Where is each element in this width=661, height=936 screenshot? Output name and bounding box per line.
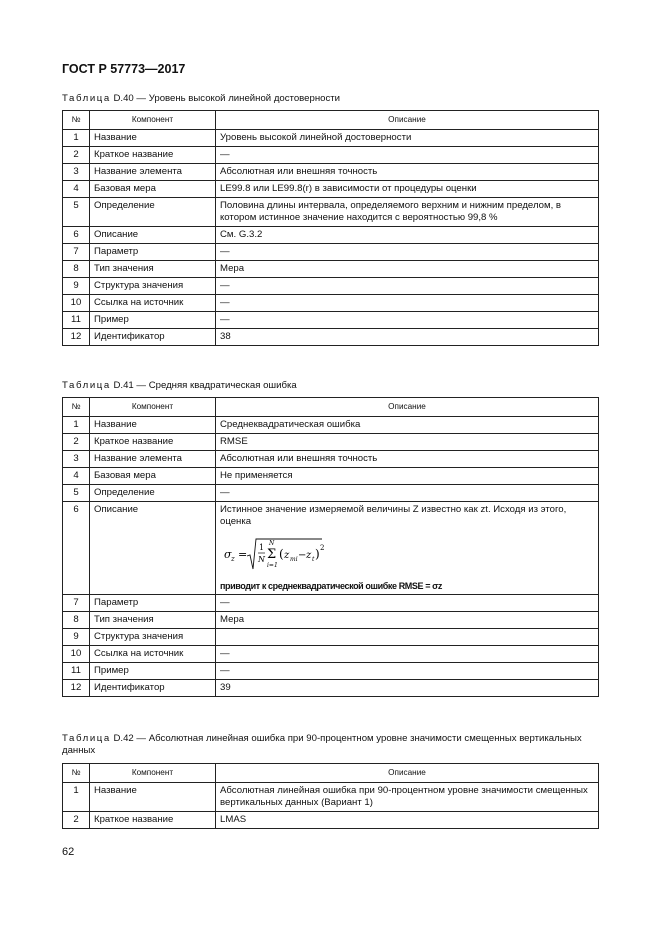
row-component: Описание	[90, 502, 216, 595]
row-number: 1	[63, 783, 90, 812]
svg-text:1: 1	[259, 543, 265, 552]
row-number: 3	[63, 451, 90, 468]
table-row	[63, 595, 599, 612]
row-description: —	[216, 147, 599, 164]
table-row	[63, 181, 599, 198]
row-description: Среднеквадратическая ошибка	[216, 417, 599, 434]
row-number: 8	[63, 612, 90, 629]
svg-text:mi: mi	[290, 556, 298, 563]
row-component: Параметр	[90, 595, 216, 612]
svg-text:z: z	[284, 550, 290, 561]
header-num: №	[63, 398, 90, 417]
table-row	[63, 680, 599, 697]
caption-text: D.40 — Уровень высокой линейной достоверности	[113, 93, 341, 104]
table-body	[63, 595, 599, 697]
table-header-row	[63, 398, 599, 417]
row-description: RMSE	[216, 434, 599, 451]
svg-text:−: −	[298, 550, 307, 561]
table-row	[63, 312, 599, 329]
row-number: 9	[63, 278, 90, 295]
description-text: Истинное значение измеряемой величины Z известно как zt. Исходя из этого, оценка	[220, 504, 567, 527]
row-number: 5	[63, 485, 90, 502]
table-caption-d41	[62, 380, 602, 392]
table-row	[63, 783, 599, 812]
row-component: Пример	[90, 312, 216, 329]
row-number: 4	[63, 181, 90, 198]
row-number: 4	[63, 468, 90, 485]
row-component: Название элемента	[90, 164, 216, 181]
table-row	[63, 812, 599, 829]
row-description: 39	[216, 680, 599, 697]
row-number: 11	[63, 663, 90, 680]
table-row	[63, 244, 599, 261]
row-number: 11	[63, 312, 90, 329]
row-component: Название	[90, 783, 216, 812]
header-component: Компонент	[90, 764, 216, 783]
row-component: Базовая мера	[90, 181, 216, 198]
row-description: LE99.8 или LE99.8(r) в зависимости от процедуры оценки	[216, 181, 599, 198]
row-description: —	[216, 646, 599, 663]
table-caption-d40	[62, 93, 602, 105]
table-row	[63, 485, 599, 502]
svg-text:2: 2	[320, 544, 325, 552]
row-number: 5	[63, 198, 90, 227]
row-description: Половина длины интервала, определяемого верхним и нижним пределом, в котором истинное значение находится с вероятностью 99,8 %	[216, 198, 599, 227]
row-component: Идентификатор	[90, 329, 216, 346]
table-row	[63, 261, 599, 278]
table-row	[63, 130, 599, 147]
row-component: Описание	[90, 227, 216, 244]
table-body-row6	[63, 502, 599, 595]
table-caption-d42	[62, 733, 602, 757]
table-row	[63, 417, 599, 434]
svg-text:i=1: i=1	[267, 562, 278, 569]
table-row	[63, 646, 599, 663]
row-component: Краткое название	[90, 434, 216, 451]
row-component: Ссылка на источник	[90, 295, 216, 312]
table-row	[63, 278, 599, 295]
row-description: См. G.3.2	[216, 227, 599, 244]
row-component: Тип значения	[90, 261, 216, 278]
row-number: 6	[63, 227, 90, 244]
header-description: Описание	[216, 111, 599, 130]
row-number: 9	[63, 629, 90, 646]
table-row	[63, 468, 599, 485]
row-description: —	[216, 278, 599, 295]
svg-text:σ: σ	[224, 548, 232, 561]
caption-text: D.41 — Средняя квадратическая ошибка	[113, 380, 297, 391]
row-component: Базовая мера	[90, 468, 216, 485]
row-component: Краткое название	[90, 812, 216, 829]
row-description: Не применяется	[216, 468, 599, 485]
table-row	[63, 295, 599, 312]
row-description: Уровень высокой линейной достоверности	[216, 130, 599, 147]
table-body	[63, 417, 599, 502]
caption-label: Таблица	[62, 93, 111, 104]
row-number: 7	[63, 244, 90, 261]
row-component: Идентификатор	[90, 680, 216, 697]
svg-text:N: N	[258, 555, 265, 564]
table-header-row	[63, 111, 599, 130]
row-number: 8	[63, 261, 90, 278]
svg-text:z: z	[306, 550, 312, 561]
table-d40	[62, 110, 599, 346]
caption-text: D.42 — Абсолютная линейная ошибка при 90-процентном уровне значимости смещенных вертикальных данных	[62, 733, 582, 756]
table-row	[63, 451, 599, 468]
row-description: Абсолютная линейная ошибка при 90-процентном уровне значимости смещенных вертикальных данных (Вариант 1)	[216, 783, 599, 812]
header-component: Компонент	[90, 398, 216, 417]
row-number: 3	[63, 164, 90, 181]
table-row	[63, 502, 599, 595]
row-number: 2	[63, 812, 90, 829]
svg-text:=: =	[238, 548, 248, 561]
table-row	[63, 147, 599, 164]
svg-text:t: t	[312, 556, 315, 563]
row-description: Абсолютная или внешняя точность	[216, 451, 599, 468]
row-description: 38	[216, 329, 599, 346]
row-number: 12	[63, 680, 90, 697]
svg-text:): )	[315, 547, 320, 561]
svg-text:(: (	[279, 547, 284, 561]
table-header-row	[63, 764, 599, 783]
row-number: 2	[63, 434, 90, 451]
row-description: Мера	[216, 612, 599, 629]
header-description: Описание	[216, 398, 599, 417]
svg-text:N: N	[269, 540, 275, 547]
svg-text:z: z	[231, 555, 235, 563]
caption-label: Таблица	[62, 733, 111, 744]
row-component: Название	[90, 130, 216, 147]
row-component: Определение	[90, 485, 216, 502]
rmse-formula	[222, 536, 362, 572]
caption-label: Таблица	[62, 380, 111, 391]
row-description: —	[216, 312, 599, 329]
header-description: Описание	[216, 764, 599, 783]
row-component: Параметр	[90, 244, 216, 261]
row-number: 10	[63, 646, 90, 663]
row-component: Структура значения	[90, 278, 216, 295]
row-description	[216, 502, 599, 595]
table-row	[63, 663, 599, 680]
table-body	[63, 783, 599, 829]
table-row	[63, 434, 599, 451]
row-number: 6	[63, 502, 90, 595]
table-row	[63, 629, 599, 646]
row-description	[216, 629, 599, 646]
row-component: Тип значения	[90, 612, 216, 629]
svg-text:Σ: Σ	[267, 547, 277, 562]
header-num: №	[63, 111, 90, 130]
row-description: —	[216, 244, 599, 261]
row-description: —	[216, 295, 599, 312]
table-row	[63, 329, 599, 346]
header-num: №	[63, 764, 90, 783]
row-component: Название элемента	[90, 451, 216, 468]
row-component: Ссылка на источник	[90, 646, 216, 663]
table-row	[63, 198, 599, 227]
page-number: 62	[62, 846, 75, 858]
table-row	[63, 612, 599, 629]
table-d41	[62, 397, 599, 697]
row-number: 10	[63, 295, 90, 312]
row-description: LMAS	[216, 812, 599, 829]
row-description: —	[216, 595, 599, 612]
document-code: ГОСТ Р 57773—2017	[62, 62, 186, 76]
table-d42	[62, 763, 599, 829]
row-number: 12	[63, 329, 90, 346]
row-description: Мера	[216, 261, 599, 278]
row-component: Определение	[90, 198, 216, 227]
row-description: —	[216, 485, 599, 502]
header-component: Компонент	[90, 111, 216, 130]
table-row	[63, 164, 599, 181]
row-component: Структура значения	[90, 629, 216, 646]
row-number: 7	[63, 595, 90, 612]
table-body	[63, 130, 599, 346]
row-component: Название	[90, 417, 216, 434]
row-component: Краткое название	[90, 147, 216, 164]
row-number: 1	[63, 417, 90, 434]
row-number: 1	[63, 130, 90, 147]
formula-conclusion-text: приводит к среднеквадратической ошибке RMSE = σz	[220, 581, 443, 591]
row-number: 2	[63, 147, 90, 164]
row-component: Пример	[90, 663, 216, 680]
row-description: Абсолютная или внешняя точность	[216, 164, 599, 181]
table-row	[63, 227, 599, 244]
row-description: —	[216, 663, 599, 680]
